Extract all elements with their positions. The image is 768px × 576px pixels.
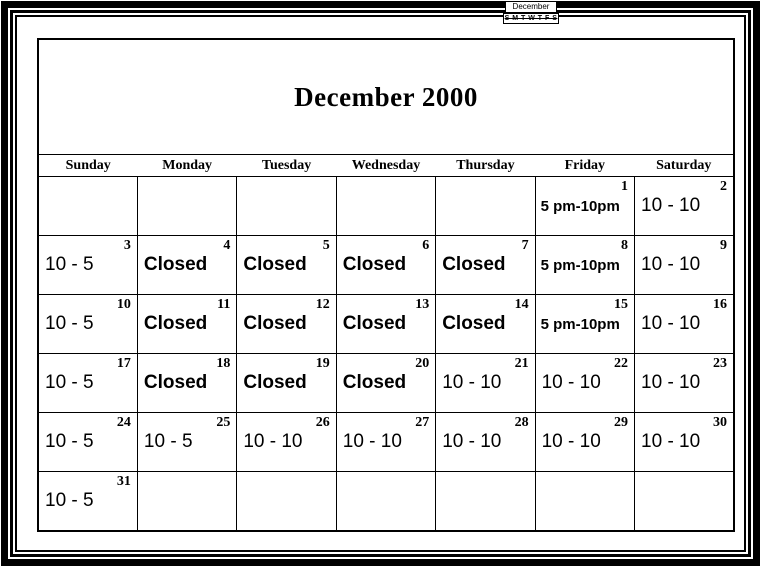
day-cell xyxy=(535,413,634,472)
weekday-header-friday: Friday xyxy=(535,155,634,177)
day-hours: 10 - 5 xyxy=(45,313,94,334)
day-cell xyxy=(535,236,634,295)
day-hours: 10 - 10 xyxy=(442,431,502,452)
day-hours: 5 pm-10pm xyxy=(540,198,620,215)
day-number: 29 xyxy=(614,415,629,430)
day-hours: 10 - 10 xyxy=(541,372,601,393)
calendar-table xyxy=(37,38,735,532)
day-hours: Closed xyxy=(442,254,506,275)
empty-day-cell xyxy=(237,472,336,532)
day-cell xyxy=(635,295,734,354)
day-number: 3 xyxy=(123,238,131,253)
empty-day-cell xyxy=(137,472,236,532)
weekday-header-sunday: Sunday xyxy=(38,155,137,177)
day-hours: Closed xyxy=(143,254,208,275)
day-number: 11 xyxy=(217,297,231,312)
day-hours: 10 - 5 xyxy=(45,254,94,275)
day-cell xyxy=(436,354,535,413)
day-number: 2 xyxy=(720,179,727,194)
day-cell xyxy=(237,236,336,295)
day-hours: 10 - 10 xyxy=(342,431,402,452)
empty-day-cell xyxy=(237,177,336,236)
day-number: 25 xyxy=(216,415,231,430)
day-cell xyxy=(336,236,435,295)
day-number: 16 xyxy=(713,297,727,312)
day-number: 7 xyxy=(521,238,529,253)
empty-day-cell xyxy=(635,472,734,532)
empty-day-cell xyxy=(436,177,535,236)
weekday-header-wednesday: Wednesday xyxy=(336,155,435,177)
day-cell xyxy=(635,236,734,295)
empty-day-cell xyxy=(535,472,634,532)
day-hours: 10 - 10 xyxy=(243,431,303,452)
day-number: 12 xyxy=(315,297,330,312)
week-row xyxy=(38,177,734,236)
day-cell xyxy=(336,354,435,413)
weekday-header-tuesday: Tuesday xyxy=(237,155,336,177)
day-number: 20 xyxy=(415,356,430,371)
day-cell xyxy=(137,413,236,472)
day-hours: Closed xyxy=(342,254,407,275)
day-cell xyxy=(436,413,535,472)
day-number: 13 xyxy=(415,297,430,312)
day-cell xyxy=(237,354,336,413)
day-cell xyxy=(535,295,634,354)
weekday-header-row xyxy=(38,155,734,177)
day-hours: 10 - 10 xyxy=(641,372,701,393)
day-number: 5 xyxy=(322,238,330,253)
day-cell xyxy=(137,295,236,354)
day-cell xyxy=(535,177,634,236)
week-row xyxy=(38,354,734,413)
day-cell xyxy=(535,354,634,413)
calendar-title: December 2000 xyxy=(38,39,734,155)
page-frame-inner xyxy=(15,15,746,552)
day-number: 22 xyxy=(614,356,629,371)
mini-calendar-week-initials: S M T W T F S xyxy=(504,15,558,22)
day-cell xyxy=(38,236,137,295)
day-hours: 10 - 10 xyxy=(442,372,502,393)
day-number: 31 xyxy=(116,474,131,489)
empty-day-cell xyxy=(336,177,435,236)
day-hours: 10 - 5 xyxy=(45,372,94,393)
calendar-grid xyxy=(38,177,734,532)
day-number: 21 xyxy=(514,356,529,371)
day-cell xyxy=(38,472,137,532)
day-hours: 10 - 5 xyxy=(45,490,94,511)
day-number: 15 xyxy=(614,297,629,312)
day-number: 27 xyxy=(415,415,430,430)
day-cell xyxy=(38,354,137,413)
day-number: 17 xyxy=(116,356,131,371)
day-hours: Closed xyxy=(342,372,407,393)
title-row xyxy=(38,39,734,155)
empty-day-cell xyxy=(137,177,236,236)
day-hours: 10 - 10 xyxy=(641,431,701,452)
day-number: 30 xyxy=(713,415,727,430)
day-hours: Closed xyxy=(143,372,208,393)
day-number: 9 xyxy=(720,238,727,253)
day-hours: Closed xyxy=(243,313,307,334)
day-hours: 10 - 10 xyxy=(641,313,701,334)
page-frame-middle xyxy=(10,10,751,557)
day-number: 24 xyxy=(116,415,131,430)
week-row xyxy=(38,472,734,532)
day-cell xyxy=(237,295,336,354)
day-cell xyxy=(635,413,734,472)
day-hours: Closed xyxy=(342,313,407,334)
day-hours: Closed xyxy=(243,254,307,275)
day-hours: Closed xyxy=(442,313,506,334)
week-row xyxy=(38,236,734,295)
day-number: 18 xyxy=(216,356,231,371)
week-row xyxy=(38,295,734,354)
day-cell xyxy=(237,413,336,472)
day-number: 1 xyxy=(621,179,629,194)
day-hours: 10 - 5 xyxy=(45,431,94,452)
day-number: 4 xyxy=(223,238,231,253)
day-number: 10 xyxy=(116,297,131,312)
day-hours: 5 pm-10pm xyxy=(540,257,620,274)
day-cell xyxy=(635,354,734,413)
day-cell xyxy=(38,413,137,472)
day-hours: Closed xyxy=(143,313,208,334)
empty-day-cell xyxy=(336,472,435,532)
weekday-header-saturday: Saturday xyxy=(635,155,734,177)
day-number: 19 xyxy=(315,356,330,371)
day-cell xyxy=(635,177,734,236)
day-cell xyxy=(436,295,535,354)
weekday-header-thursday: Thursday xyxy=(436,155,535,177)
day-cell xyxy=(137,236,236,295)
day-number: 14 xyxy=(514,297,529,312)
day-number: 23 xyxy=(713,356,727,371)
day-number: 6 xyxy=(422,238,430,253)
day-hours: 10 - 10 xyxy=(641,254,701,275)
day-cell xyxy=(436,236,535,295)
day-number: 26 xyxy=(315,415,330,430)
day-cell xyxy=(38,295,137,354)
day-hours: 10 - 10 xyxy=(641,195,701,216)
day-hours: 10 - 5 xyxy=(143,431,193,452)
day-hours: 5 pm-10pm xyxy=(540,316,620,333)
mini-calendar-month-label[interactable]: December xyxy=(505,1,557,13)
empty-day-cell xyxy=(436,472,535,532)
page-frame-outer xyxy=(1,1,760,566)
day-hours: Closed xyxy=(243,372,307,393)
week-row xyxy=(38,413,734,472)
day-number: 28 xyxy=(514,415,529,430)
day-cell xyxy=(336,295,435,354)
day-cell xyxy=(336,413,435,472)
mini-calendar-widget[interactable] xyxy=(503,1,559,24)
weekday-header-monday: Monday xyxy=(137,155,236,177)
empty-day-cell xyxy=(38,177,137,236)
day-cell xyxy=(137,354,236,413)
day-number: 8 xyxy=(621,238,629,253)
day-hours: 10 - 10 xyxy=(541,431,601,452)
